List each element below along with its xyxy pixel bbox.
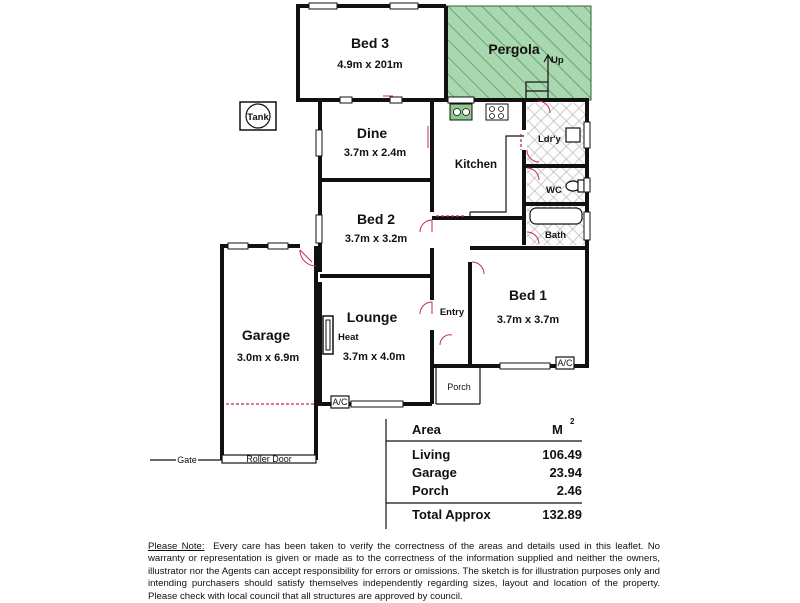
gate-label: Gate: [177, 455, 197, 465]
porch-label: Porch: [447, 382, 471, 392]
area-table-header: [386, 419, 582, 443]
area-row-living: [386, 447, 582, 465]
lounge-label: Lounge: [346, 309, 398, 325]
ac-bed1-label: A/C: [557, 358, 573, 368]
bed3-label: Bed 3: [350, 35, 390, 51]
pergola-label: Pergola: [488, 41, 540, 57]
garage-label: Garage: [241, 327, 291, 343]
kitchen-appliances: [450, 104, 508, 120]
heat-label: Heat: [338, 332, 359, 343]
bed3-dims: 4.9m x 201m: [337, 59, 403, 71]
dine-dims: 3.7m x 2.4m: [343, 147, 407, 159]
area-row-value: 106.49: [542, 447, 582, 462]
area-row-value: 2.46: [556, 483, 582, 498]
area-row-label: Garage: [412, 465, 457, 480]
garage-dims: 3.0m x 6.9m: [236, 352, 300, 364]
area-row-value: 23.94: [549, 465, 582, 480]
bed2-label: Bed 2: [356, 211, 396, 227]
area-total-label: Total Approx: [412, 507, 491, 522]
area-header-label: Area: [412, 422, 441, 437]
bath-label: Bath: [545, 230, 567, 241]
bed1-dims: 3.7m x 3.7m: [496, 314, 560, 326]
roller-door-label: Roller Door: [246, 454, 292, 464]
laundry-label: Ldr'y: [538, 134, 561, 145]
entry-label: Entry: [439, 307, 465, 318]
area-row-label: Living: [412, 447, 451, 462]
area-unit-superscript: 2: [570, 417, 575, 426]
pergola-up-label: Up: [551, 55, 564, 66]
area-unit-label: M: [552, 422, 563, 437]
doors: [300, 96, 550, 345]
wc-label: WC: [546, 185, 562, 196]
kitchen-label: Kitchen: [454, 159, 498, 171]
lounge-dims: 3.7m x 4.0m: [342, 351, 406, 363]
bed2-dims: 3.7m x 3.2m: [344, 233, 408, 245]
area-row-garage: [386, 465, 582, 483]
bed1-label: Bed 1: [508, 287, 548, 303]
area-table: [386, 419, 582, 525]
ac-lounge-label: A/C: [332, 397, 348, 407]
disclaimer-title: Please Note:: [148, 541, 205, 552]
area-row-porch: [386, 483, 582, 501]
area-total-value: 132.89: [542, 507, 582, 522]
area-row-label: Porch: [412, 483, 449, 498]
area-row-total: [386, 507, 582, 525]
disclaimer: [148, 541, 660, 603]
dine-label: Dine: [356, 125, 388, 141]
tank-label: Tank: [247, 112, 269, 123]
disclaimer-text: Every care has been taken to verify the correctness of the areas and details used in this leaflet. No warranty or representation is given or made as to the correctness of the information supplied and neither the owners, illustrator nor the Agents can accept responsibility for errors or omissions. The sketch is for illustration purposes only and intending purchasers should satisfy themselves independently regarding sizes, layout and location of the property. Please check with local council that all structures are approved by council.: [148, 541, 660, 602]
